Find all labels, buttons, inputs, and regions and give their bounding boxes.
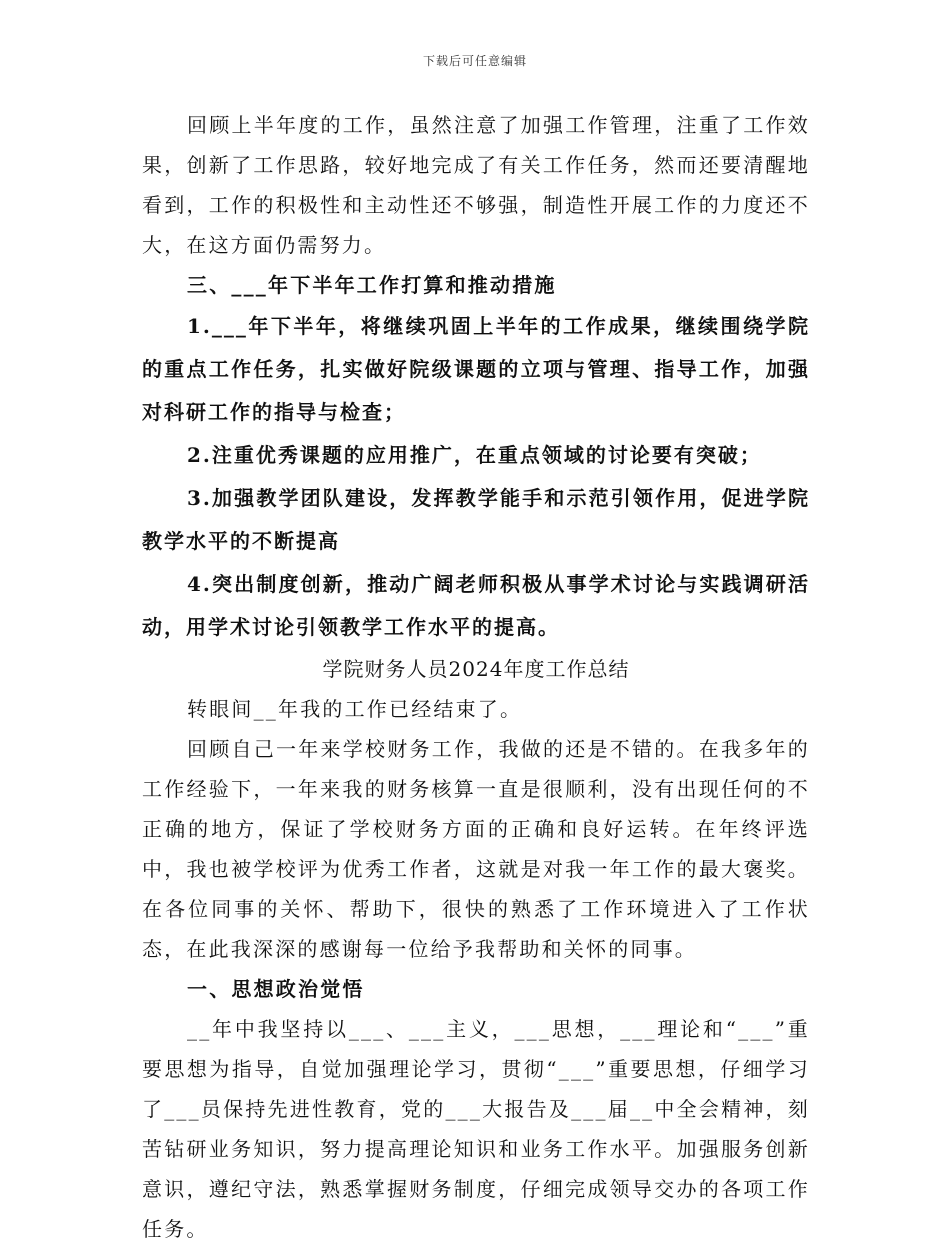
list-item-4: 4.突出制度创新，推动广阔老师积极从事学术讨论与实践调研活动，用学术讨论引领教学工作水平的提高。 <box>142 572 810 639</box>
section-heading-one: 一、思想政治觉悟 <box>187 977 365 1001</box>
section-heading-three: 三、___年下半年工作打算和推动措施 <box>187 273 557 297</box>
list-item-1: 1.___年下半年，将继续巩固上半年的工作成果，继续围绕学院的重点工作任务，扎实做好院级课题的立项与管理、指导工作，加强对科研工作的指导与检查； <box>142 314 810 424</box>
page-header: 下载后可任意编辑 <box>422 54 527 68</box>
list-item-2: 2.注重优秀课题的应用推广，在重点领域的讨论要有突破； <box>187 443 762 467</box>
list-item-3: 3.加强教学团队建设，发挥教学能手和示范引领作用，促进学院教学水平的不断提高 <box>142 486 810 553</box>
document-title: 学院财务人员2024年度工作总结 <box>322 657 630 681</box>
document-body <box>142 105 810 1249</box>
paragraph-review-first-half: 回顾上半年度的工作，虽然注意了加强工作管理，注重了工作效果，创新了工作思路，较好地完成了有关工作任务，然而还要清醒地看到，工作的积极性和主动性还不够强，制造性开展工作的力度还不大，在这方面仍需努力。 <box>142 113 810 257</box>
paragraph-review-year: 回顾自己一年来学校财务工作，我做的还是不错的。在我多年的工作经验下，一年来我的财务核算一直是很顺利，没有出现任何的不正确的地方，保证了学校财务方面的正确和良好运转。在年终评选中，我也被学校评为优秀工作者，这就是对我一年工作的最大褒奖。在各位同事的关怀、帮助下，很快的熟悉了工作环境进入了工作状态，在此我深深的感谢每一位给予我帮助和关怀的同事。 <box>142 737 810 961</box>
paragraph-political: __年中我坚持以___、___主义，___思想，___理论和“___”重要思想为指导，自觉加强理论学习，贯彻“___”重要思想，仔细学习了___员保持先进性教育，党的___大报告及___届__中全会精神，刻苦钻研业务知识，努力提高理论知识和业务工作水平。加强服务创新意识，遵纪守法，熟悉掌握财务制度，仔细完成领导交办的各项工作任务。 <box>142 1017 810 1241</box>
paragraph-intro: 转眼间__年我的工作已经结束了。 <box>187 697 523 721</box>
